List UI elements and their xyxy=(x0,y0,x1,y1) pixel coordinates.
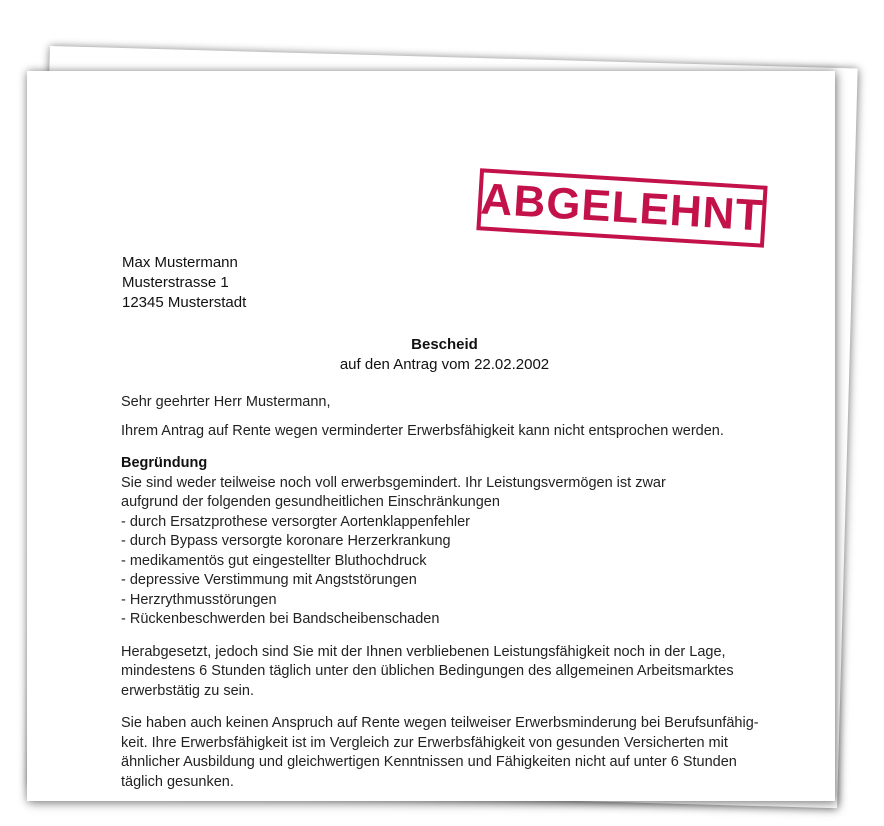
letter-subtitle: auf den Antrag vom 22.02.2002 xyxy=(339,356,550,373)
paragraph-line: erwerbstätig zu sein. xyxy=(121,682,254,699)
list-item: - medikamentös gut eingestellter Bluthochdruck xyxy=(121,552,427,569)
letter-page xyxy=(27,71,835,801)
letter-header xyxy=(27,335,835,375)
reason-line: Sie sind weder teilweise noch voll erwerbsgemindert. Ihr Leistungsvermögen ist zwar xyxy=(121,474,666,491)
list-item: - Rückenbeschwerden bei Bandscheibenschaden xyxy=(121,611,440,627)
stamp-text: ABGELEHNT xyxy=(479,174,765,241)
paragraph-line: mindestens 6 Stunden täglich unter den üblichen Bedingungen des allgemeinen Arbeitsmarktes xyxy=(121,663,734,679)
health-restrictions-list xyxy=(121,513,781,630)
recipient-address xyxy=(122,253,246,313)
paragraph-line: keit. Ihre Erwerbsfähigkeit ist im Vergleich zur Erwerbsfähigkeit von gesunden Versicherten mit xyxy=(121,734,728,751)
list-item: - depressive Verstimmung mit Angststörungen xyxy=(121,572,417,588)
paragraph-line: Herabgesetzt, jedoch sind Sie mit der Ihnen verbliebenen Leistungsfähigkeit noch in der Lage, xyxy=(121,643,726,660)
letter-body xyxy=(121,393,781,792)
paragraph-line: Sie haben auch keinen Anspruch auf Rente wegen teilweiser Erwerbsminderung bei Berufsunfähig- xyxy=(121,715,759,731)
letter-title: Bescheid xyxy=(411,336,478,353)
rejected-stamp xyxy=(476,168,767,247)
recipient-city: 12345 Musterstadt xyxy=(122,294,247,311)
paragraph-capacity xyxy=(121,643,781,702)
list-item: - durch Ersatzprothese versorgter Aortenklappenfehler xyxy=(121,513,470,530)
reason-line: aufgrund der folgenden gesundheitlichen Einschränkungen xyxy=(121,494,500,510)
recipient-name: Max Mustermann xyxy=(122,254,238,271)
paragraph-line: ähnlicher Ausbildung und gleichwertigen Kenntnissen und Fähigkeiten nicht auf unter 6 Stunden xyxy=(121,754,737,770)
recipient-street: Musterstrasse 1 xyxy=(122,274,229,291)
reason-heading: Begründung xyxy=(121,455,208,471)
greeting: Sehr geehrter Herr Mustermann, xyxy=(121,394,331,410)
paragraph-occupational-disability xyxy=(121,714,781,792)
list-item: - Herzrythmusstörungen xyxy=(121,591,277,608)
intro-sentence: Ihrem Antrag auf Rente wegen verminderter Erwerbsfähigkeit kann nicht entsprochen werden. xyxy=(121,422,724,439)
list-item: - durch Bypass versorgte koronare Herzerkrankung xyxy=(121,533,451,549)
paragraph-line: täglich gesunken. xyxy=(121,773,234,790)
